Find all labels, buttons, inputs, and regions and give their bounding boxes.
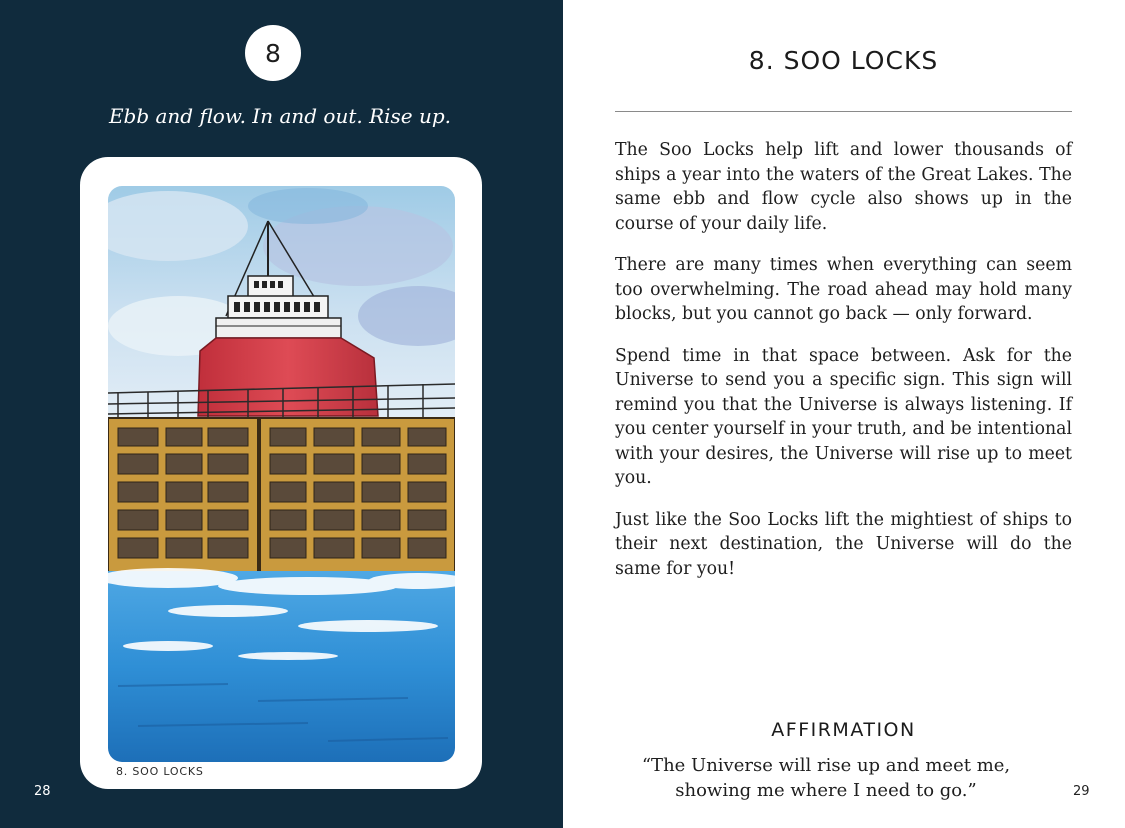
affirmation-line: “The Universe will rise up and meet me, bbox=[641, 755, 1011, 776]
ship-hull bbox=[198, 338, 378, 416]
soo-locks-painting bbox=[108, 186, 455, 762]
title-divider bbox=[615, 111, 1072, 112]
paragraph: Spend time in that space between. Ask for the Universe to send you a specific sign. This sign will remind you that the Universe is always listening. If you center yourself in your truth, and be intentional with your desires, the Universe will rise up to meet you. bbox=[615, 345, 1072, 488]
water-wash bbox=[108, 571, 455, 762]
affirmation-heading: AFFIRMATION bbox=[771, 719, 916, 741]
paragraph: Just like the Soo Locks lift the mightiest of ships to their next destination, the Universe will do the same for you! bbox=[615, 509, 1072, 579]
card-tagline: Ebb and flow. In and out. Rise up. bbox=[108, 104, 452, 128]
card-number-badge: 8 bbox=[245, 25, 301, 81]
body-text bbox=[615, 138, 1072, 598]
paragraph: The Soo Locks help lift and lower thousands of ships a year into the waters of the Great Lakes. The same ebb and flow cycle also shows up in the course of your daily life. bbox=[615, 140, 1072, 234]
paragraph: There are many times when everything can seem too overwhelming. The road ahead may hold many blocks, but you cannot go back — only forward. bbox=[615, 255, 1072, 324]
card-caption: 8. SOO LOCKS bbox=[116, 765, 204, 778]
page-number-left: 28 bbox=[34, 784, 51, 799]
ship-deck bbox=[216, 318, 341, 338]
page-title: 8. SOO LOCKS bbox=[748, 46, 939, 75]
affirmation-line: showing me where I need to go.” bbox=[675, 779, 977, 801]
affirmation-quote bbox=[615, 754, 1037, 803]
card-illustration bbox=[108, 186, 455, 762]
page-number-right: 29 bbox=[1073, 784, 1090, 799]
cloud bbox=[248, 188, 368, 224]
